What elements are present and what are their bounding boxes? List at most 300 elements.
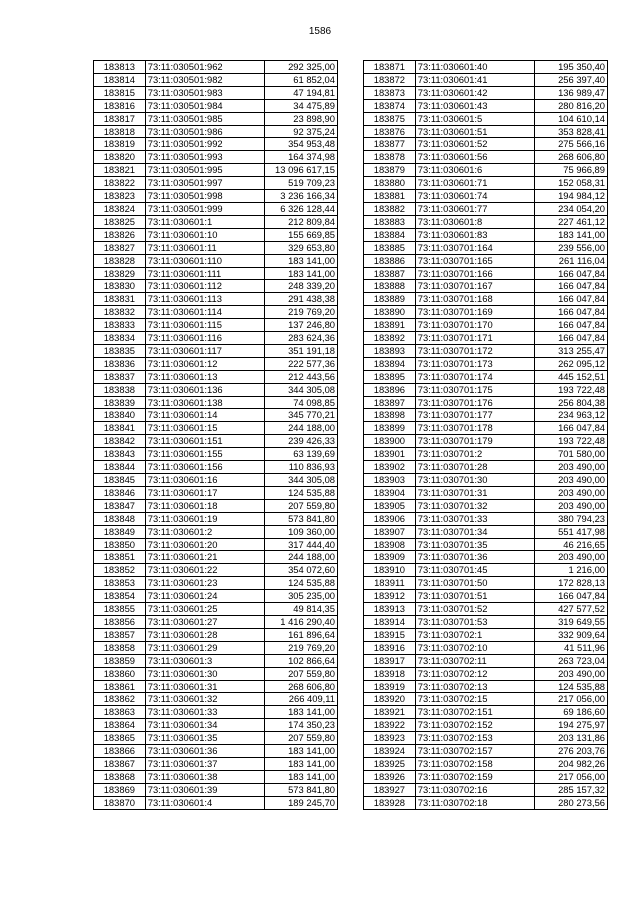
table-row <box>364 667 608 680</box>
cadastral-number-cell: 73:11:030501:998 <box>145 190 264 203</box>
value-cell: 283 624,36 <box>265 332 338 345</box>
cadastral-number-cell: 73:11:030701:32 <box>415 499 534 512</box>
cadastral-number-cell: 73:11:030701:28 <box>415 461 534 474</box>
table-row <box>364 86 608 99</box>
value-cell: 234 963,12 <box>535 409 608 422</box>
table-row <box>364 435 608 448</box>
value-cell: 345 770,21 <box>265 409 338 422</box>
value-cell: 161 896,64 <box>265 628 338 641</box>
cadastral-number-cell: 73:11:030601:111 <box>145 267 264 280</box>
record-number-cell: 183917 <box>364 654 416 667</box>
cadastral-number-cell: 73:11:030701:53 <box>415 615 534 628</box>
value-cell: 203 490,00 <box>535 499 608 512</box>
table-row <box>364 215 608 228</box>
table-row <box>94 538 338 551</box>
cadastral-number-cell: 73:11:030501:999 <box>145 202 264 215</box>
cadastral-number-cell: 73:11:030701:176 <box>415 396 534 409</box>
record-number-cell: 183873 <box>364 86 416 99</box>
table-row <box>364 693 608 706</box>
table-row <box>364 564 608 577</box>
table-row <box>364 73 608 86</box>
value-cell: 195 350,40 <box>535 61 608 74</box>
cadastral-number-cell: 73:11:030601:156 <box>145 461 264 474</box>
record-number-cell: 183926 <box>364 770 416 783</box>
table-row <box>94 293 338 306</box>
cadastral-number-cell: 73:11:030501:997 <box>145 177 264 190</box>
cadastral-number-cell: 73:11:030601:27 <box>145 615 264 628</box>
record-number-cell: 183867 <box>94 757 146 770</box>
value-cell: 285 157,32 <box>535 783 608 796</box>
cadastral-number-cell: 73:11:030701:51 <box>415 590 534 603</box>
record-number-cell: 183883 <box>364 215 416 228</box>
record-number-cell: 183855 <box>94 603 146 616</box>
value-cell: 74 098,85 <box>265 396 338 409</box>
table-row <box>94 770 338 783</box>
value-cell: 239 556,00 <box>535 241 608 254</box>
table-row <box>94 190 338 203</box>
value-cell: 194 275,97 <box>535 719 608 732</box>
table-row <box>364 641 608 654</box>
cadastral-number-cell: 73:11:030601:17 <box>145 486 264 499</box>
value-cell: 193 722,48 <box>535 435 608 448</box>
value-cell: 203 131,86 <box>535 732 608 745</box>
cadastral-number-cell: 73:11:030601:23 <box>145 577 264 590</box>
table-row <box>94 654 338 667</box>
table-row <box>364 757 608 770</box>
record-number-cell: 183816 <box>94 99 146 112</box>
value-cell: 183 141,00 <box>265 745 338 758</box>
table-row <box>94 73 338 86</box>
value-cell: 354 953,48 <box>265 138 338 151</box>
value-cell: 329 653,80 <box>265 241 338 254</box>
cadastral-number-cell: 73:11:030701:50 <box>415 577 534 590</box>
cadastral-number-cell: 73:11:030601:117 <box>145 344 264 357</box>
table-row <box>364 151 608 164</box>
table-row <box>364 293 608 306</box>
value-cell: 266 409,11 <box>265 693 338 706</box>
table-row <box>364 590 608 603</box>
cadastral-number-cell: 73:11:030702:11 <box>415 654 534 667</box>
cadastral-number-cell: 73:11:030601:51 <box>415 125 534 138</box>
record-number-cell: 183831 <box>94 293 146 306</box>
table-row <box>364 254 608 267</box>
record-number-cell: 183915 <box>364 628 416 641</box>
table-row <box>94 357 338 370</box>
cadastral-number-cell: 73:11:030702:1 <box>415 628 534 641</box>
record-number-cell: 183832 <box>94 306 146 319</box>
table-row <box>364 125 608 138</box>
cadastral-number-cell: 73:11:030601:37 <box>145 757 264 770</box>
table-row <box>94 783 338 796</box>
cadastral-number-cell: 73:11:030601:11 <box>145 241 264 254</box>
table-row <box>94 267 338 280</box>
value-cell: 166 047,84 <box>535 422 608 435</box>
table-row <box>94 719 338 732</box>
cadastral-number-cell: 73:11:030601:115 <box>145 319 264 332</box>
cadastral-number-cell: 73:11:030601:31 <box>145 680 264 693</box>
record-number-cell: 183928 <box>364 796 416 809</box>
cadastral-number-cell: 73:11:030601:151 <box>145 435 264 448</box>
record-number-cell: 183903 <box>364 474 416 487</box>
cadastral-number-cell: 73:11:030701:34 <box>415 525 534 538</box>
cadastral-number-cell: 73:11:030601:77 <box>415 202 534 215</box>
value-cell: 203 490,00 <box>535 474 608 487</box>
cadastral-number-cell: 73:11:030601:13 <box>145 370 264 383</box>
cadastral-number-cell: 73:11:030601:4 <box>145 796 264 809</box>
table-row <box>364 486 608 499</box>
table-row <box>94 86 338 99</box>
record-number-cell: 183820 <box>94 151 146 164</box>
value-cell: 239 426,33 <box>265 435 338 448</box>
record-number-cell: 183923 <box>364 732 416 745</box>
value-cell: 124 535,88 <box>535 680 608 693</box>
record-number-cell: 183899 <box>364 422 416 435</box>
table-row <box>94 138 338 151</box>
cadastral-number-cell: 73:11:030601:14 <box>145 409 264 422</box>
record-number-cell: 183870 <box>94 796 146 809</box>
cadastral-number-cell: 73:11:030501:983 <box>145 86 264 99</box>
record-number-cell: 183894 <box>364 357 416 370</box>
record-number-cell: 183845 <box>94 474 146 487</box>
cadastral-number-cell: 73:11:030601:110 <box>145 254 264 267</box>
value-cell: 380 794,23 <box>535 512 608 525</box>
cadastral-number-cell: 73:11:030601:74 <box>415 190 534 203</box>
value-cell: 261 116,04 <box>535 254 608 267</box>
value-cell: 207 559,80 <box>265 667 338 680</box>
record-number-cell: 183814 <box>94 73 146 86</box>
value-cell: 166 047,84 <box>535 332 608 345</box>
record-number-cell: 183907 <box>364 525 416 538</box>
cadastral-number-cell: 73:11:030601:41 <box>415 73 534 86</box>
table-row <box>94 486 338 499</box>
cadastral-number-cell: 73:11:030501:993 <box>145 151 264 164</box>
cadastral-number-cell: 73:11:030601:29 <box>145 641 264 654</box>
record-number-cell: 183904 <box>364 486 416 499</box>
table-row <box>94 99 338 112</box>
cadastral-number-cell: 73:11:030601:38 <box>145 770 264 783</box>
table-row <box>94 164 338 177</box>
table-row <box>364 202 608 215</box>
record-number-cell: 183815 <box>94 86 146 99</box>
cadastral-number-cell: 73:11:030701:2 <box>415 448 534 461</box>
cadastral-number-cell: 73:11:030501:986 <box>145 125 264 138</box>
record-number-cell: 183822 <box>94 177 146 190</box>
table-row <box>364 319 608 332</box>
value-cell: 137 246,80 <box>265 319 338 332</box>
cadastral-number-cell: 73:11:030501:995 <box>145 164 264 177</box>
cadastral-number-cell: 73:11:030701:36 <box>415 551 534 564</box>
record-number-cell: 183914 <box>364 615 416 628</box>
record-number-cell: 183882 <box>364 202 416 215</box>
table-row <box>94 474 338 487</box>
value-cell: 13 096 617,15 <box>265 164 338 177</box>
table-row <box>364 99 608 112</box>
table-row <box>94 448 338 461</box>
record-number-cell: 183895 <box>364 370 416 383</box>
value-cell: 305 235,00 <box>265 590 338 603</box>
table-row <box>94 564 338 577</box>
cadastral-number-cell: 73:11:030701:179 <box>415 435 534 448</box>
cadastral-number-cell: 73:11:030601:40 <box>415 61 534 74</box>
value-cell: 136 989,47 <box>535 86 608 99</box>
table-row <box>94 215 338 228</box>
record-number-cell: 183852 <box>94 564 146 577</box>
record-number-cell: 183840 <box>94 409 146 422</box>
value-cell: 63 139,69 <box>265 448 338 461</box>
table-row <box>94 151 338 164</box>
table-row <box>364 796 608 809</box>
table-row <box>94 306 338 319</box>
record-number-cell: 183898 <box>364 409 416 422</box>
record-number-cell: 183900 <box>364 435 416 448</box>
value-cell: 203 490,00 <box>535 667 608 680</box>
value-cell: 344 305,08 <box>265 474 338 487</box>
cadastral-number-cell: 73:11:030701:177 <box>415 409 534 422</box>
value-cell: 332 909,64 <box>535 628 608 641</box>
value-cell: 124 535,88 <box>265 486 338 499</box>
table-row <box>364 138 608 151</box>
record-number-cell: 183823 <box>94 190 146 203</box>
cadastral-number-cell: 73:11:030601:113 <box>145 293 264 306</box>
cadastral-number-cell: 73:11:030601:10 <box>145 228 264 241</box>
table-row <box>364 499 608 512</box>
cadastral-number-cell: 73:11:030702:12 <box>415 667 534 680</box>
cadastral-number-cell: 73:11:030501:992 <box>145 138 264 151</box>
record-number-cell: 183859 <box>94 654 146 667</box>
value-cell: 319 649,55 <box>535 615 608 628</box>
record-number-cell: 183892 <box>364 332 416 345</box>
table-row <box>94 706 338 719</box>
record-number-cell: 183872 <box>364 73 416 86</box>
cadastral-number-cell: 73:11:030601:30 <box>145 667 264 680</box>
value-cell: 34 475,89 <box>265 99 338 112</box>
value-cell: 1 416 290,40 <box>265 615 338 628</box>
record-number-cell: 183863 <box>94 706 146 719</box>
cadastral-number-cell: 73:11:030501:985 <box>145 112 264 125</box>
table-row <box>364 461 608 474</box>
record-number-cell: 183850 <box>94 538 146 551</box>
cadastral-number-cell: 73:11:030702:13 <box>415 680 534 693</box>
cadastral-number-cell: 73:11:030702:10 <box>415 641 534 654</box>
table-row <box>364 770 608 783</box>
table-row <box>94 383 338 396</box>
table-row <box>94 590 338 603</box>
cadastral-number-cell: 73:11:030601:1 <box>145 215 264 228</box>
record-number-cell: 183860 <box>94 667 146 680</box>
record-number-cell: 183869 <box>94 783 146 796</box>
cadastral-number-cell: 73:11:030701:31 <box>415 486 534 499</box>
value-cell: 104 610,14 <box>535 112 608 125</box>
record-number-cell: 183827 <box>94 241 146 254</box>
table-row <box>94 61 338 74</box>
table-row <box>364 280 608 293</box>
cadastral-number-cell: 73:11:030601:6 <box>415 164 534 177</box>
table-row <box>364 164 608 177</box>
table-row <box>364 383 608 396</box>
value-cell: 219 769,20 <box>265 641 338 654</box>
table-row <box>94 628 338 641</box>
table-row <box>94 745 338 758</box>
record-number-cell: 183912 <box>364 590 416 603</box>
cadastral-number-cell: 73:11:030601:83 <box>415 228 534 241</box>
cadastral-number-cell: 73:11:030702:15 <box>415 693 534 706</box>
table-row <box>364 241 608 254</box>
cadastral-number-cell: 73:11:030701:178 <box>415 422 534 435</box>
record-number-cell: 183828 <box>94 254 146 267</box>
cadastral-number-cell: 73:11:030701:167 <box>415 280 534 293</box>
cadastral-number-cell: 73:11:030601:36 <box>145 745 264 758</box>
value-cell: 1 216,00 <box>535 564 608 577</box>
value-cell: 445 152,51 <box>535 370 608 383</box>
value-cell: 75 966,89 <box>535 164 608 177</box>
table-row <box>364 603 608 616</box>
record-number-cell: 183839 <box>94 396 146 409</box>
value-cell: 203 490,00 <box>535 551 608 564</box>
value-cell: 268 606,80 <box>265 680 338 693</box>
record-number-cell: 183854 <box>94 590 146 603</box>
record-number-cell: 183837 <box>94 370 146 383</box>
value-cell: 49 814,35 <box>265 603 338 616</box>
table-row <box>94 732 338 745</box>
record-number-cell: 183886 <box>364 254 416 267</box>
cadastral-number-cell: 73:11:030601:71 <box>415 177 534 190</box>
value-cell: 109 360,00 <box>265 525 338 538</box>
record-number-cell: 183874 <box>364 99 416 112</box>
record-number-cell: 183913 <box>364 603 416 616</box>
record-number-cell: 183891 <box>364 319 416 332</box>
value-cell: 46 216,65 <box>535 538 608 551</box>
cadastral-number-cell: 73:11:030701:165 <box>415 254 534 267</box>
table-row <box>94 512 338 525</box>
record-number-cell: 183908 <box>364 538 416 551</box>
value-cell: 351 191,18 <box>265 344 338 357</box>
value-cell: 263 723,04 <box>535 654 608 667</box>
record-number-cell: 183896 <box>364 383 416 396</box>
table-row <box>364 538 608 551</box>
table-row <box>94 332 338 345</box>
cadastral-number-cell: 73:11:030601:34 <box>145 719 264 732</box>
value-cell: 183 141,00 <box>265 706 338 719</box>
value-cell: 244 188,00 <box>265 551 338 564</box>
value-cell: 519 709,23 <box>265 177 338 190</box>
cadastral-number-cell: 73:11:030601:42 <box>415 86 534 99</box>
cadastral-number-cell: 73:11:030701:172 <box>415 344 534 357</box>
record-number-cell: 183826 <box>94 228 146 241</box>
value-cell: 234 054,20 <box>535 202 608 215</box>
cadastral-number-cell: 73:11:030702:152 <box>415 719 534 732</box>
value-cell: 23 898,90 <box>265 112 338 125</box>
record-number-cell: 183871 <box>364 61 416 74</box>
record-number-cell: 183836 <box>94 357 146 370</box>
cadastral-number-cell: 73:11:030701:30 <box>415 474 534 487</box>
record-number-cell: 183889 <box>364 293 416 306</box>
cadastral-number-cell: 73:11:030701:169 <box>415 306 534 319</box>
value-cell: 204 982,26 <box>535 757 608 770</box>
cadastral-number-cell: 73:11:030601:114 <box>145 306 264 319</box>
record-number-cell: 183921 <box>364 706 416 719</box>
cadastral-number-cell: 73:11:030601:116 <box>145 332 264 345</box>
cadastral-number-cell: 73:11:030601:28 <box>145 628 264 641</box>
record-number-cell: 183911 <box>364 577 416 590</box>
registry-table-left <box>93 60 338 810</box>
record-number-cell: 183919 <box>364 680 416 693</box>
value-cell: 207 559,80 <box>265 499 338 512</box>
cadastral-number-cell: 73:11:030601:112 <box>145 280 264 293</box>
value-cell: 183 141,00 <box>265 770 338 783</box>
record-number-cell: 183843 <box>94 448 146 461</box>
record-number-cell: 183818 <box>94 125 146 138</box>
record-number-cell: 183890 <box>364 306 416 319</box>
table-row <box>94 228 338 241</box>
table-row <box>94 422 338 435</box>
record-number-cell: 183909 <box>364 551 416 564</box>
record-number-cell: 183817 <box>94 112 146 125</box>
record-number-cell: 183897 <box>364 396 416 409</box>
cadastral-number-cell: 73:11:030701:174 <box>415 370 534 383</box>
value-cell: 256 397,40 <box>535 73 608 86</box>
cadastral-number-cell: 73:11:030701:35 <box>415 538 534 551</box>
cadastral-number-cell: 73:11:030601:3 <box>145 654 264 667</box>
record-number-cell: 183813 <box>94 61 146 74</box>
record-number-cell: 183851 <box>94 551 146 564</box>
table-row <box>364 719 608 732</box>
value-cell: 194 984,12 <box>535 190 608 203</box>
table-row <box>94 499 338 512</box>
record-number-cell: 183819 <box>94 138 146 151</box>
table-row <box>364 344 608 357</box>
cadastral-number-cell: 73:11:030601:32 <box>145 693 264 706</box>
record-number-cell: 183824 <box>94 202 146 215</box>
value-cell: 212 809,84 <box>265 215 338 228</box>
record-number-cell: 183838 <box>94 383 146 396</box>
record-number-cell: 183881 <box>364 190 416 203</box>
table-row <box>94 112 338 125</box>
value-cell: 256 804,38 <box>535 396 608 409</box>
value-cell: 262 095,12 <box>535 357 608 370</box>
value-cell: 427 577,52 <box>535 603 608 616</box>
cadastral-number-cell: 73:11:030501:984 <box>145 99 264 112</box>
value-cell: 573 841,80 <box>265 512 338 525</box>
value-cell: 268 606,80 <box>535 151 608 164</box>
record-number-cell: 183833 <box>94 319 146 332</box>
table-row <box>94 254 338 267</box>
value-cell: 6 326 128,44 <box>265 202 338 215</box>
record-number-cell: 183829 <box>94 267 146 280</box>
cadastral-number-cell: 73:11:030701:170 <box>415 319 534 332</box>
value-cell: 41 511,96 <box>535 641 608 654</box>
table-row <box>94 525 338 538</box>
table-row <box>364 409 608 422</box>
table-row <box>364 654 608 667</box>
cadastral-number-cell: 73:11:030601:33 <box>145 706 264 719</box>
table-row <box>94 241 338 254</box>
value-cell: 276 203,76 <box>535 745 608 758</box>
table-row <box>364 357 608 370</box>
value-cell: 183 141,00 <box>265 267 338 280</box>
cadastral-number-cell: 73:11:030702:151 <box>415 706 534 719</box>
record-number-cell: 183906 <box>364 512 416 525</box>
value-cell: 47 194,81 <box>265 86 338 99</box>
value-cell: 317 444,40 <box>265 538 338 551</box>
record-number-cell: 183858 <box>94 641 146 654</box>
value-cell: 166 047,84 <box>535 319 608 332</box>
table-row <box>94 125 338 138</box>
table-row <box>94 370 338 383</box>
value-cell: 244 188,00 <box>265 422 338 435</box>
value-cell: 275 566,16 <box>535 138 608 151</box>
record-number-cell: 183857 <box>94 628 146 641</box>
cadastral-number-cell: 73:11:030501:982 <box>145 73 264 86</box>
